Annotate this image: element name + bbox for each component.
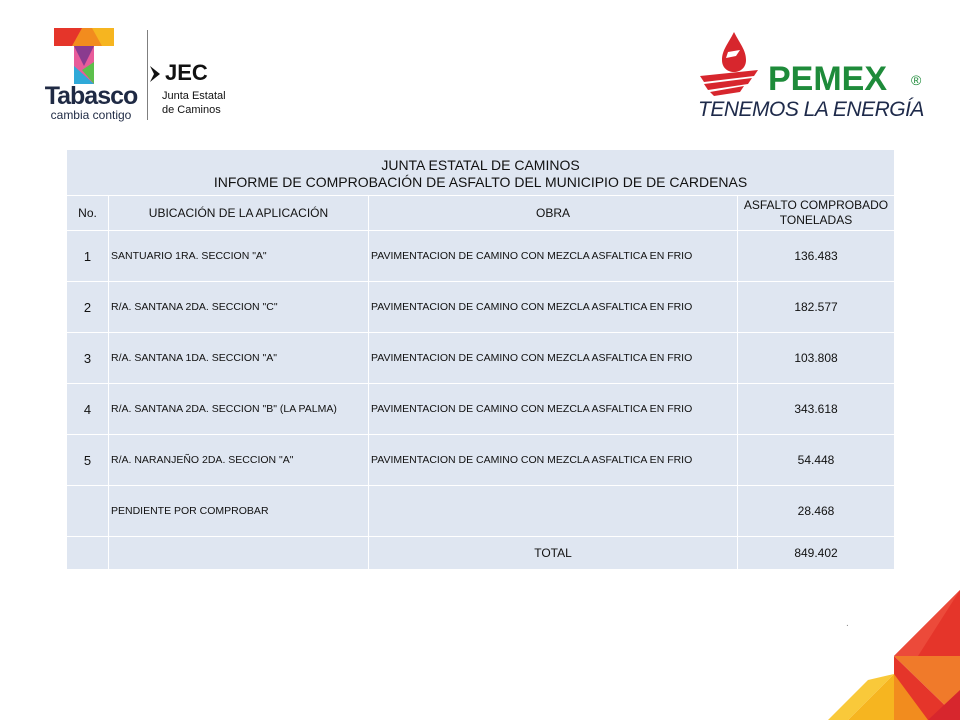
- row-location: R/A. SANTANA 1DA. SECCION "A": [109, 333, 369, 384]
- tabasco-wordmark: Tabasco: [44, 82, 138, 110]
- total-value: 849.402: [738, 537, 895, 570]
- row-no: 3: [67, 333, 109, 384]
- table-row-pending: [67, 486, 895, 537]
- row-work: PAVIMENTACION DE CAMINO CON MEZCLA ASFALTICA EN FRIO: [369, 231, 738, 282]
- row-work: PAVIMENTACION DE CAMINO CON MEZCLA ASFALTICA EN FRIO: [369, 435, 738, 486]
- table-title-line1: JUNTA ESTATAL DE CAMINOS: [381, 156, 580, 173]
- row-work: PAVIMENTACION DE CAMINO CON MEZCLA ASFALTICA EN FRIO: [369, 384, 738, 435]
- total-empty-cell: [109, 537, 369, 570]
- table-total-row: [67, 537, 895, 570]
- header-location: UBICACIÓN DE LA APLICACIÓN: [109, 196, 369, 231]
- footer-dot: .: [846, 618, 849, 629]
- table-row: [67, 231, 895, 282]
- total-empty-cell: [67, 537, 109, 570]
- jec-title: JEC: [165, 60, 208, 85]
- row-work: PAVIMENTACION DE CAMINO CON MEZCLA ASFALTICA EN FRIO: [369, 333, 738, 384]
- jec-logo: [148, 60, 258, 120]
- row-no: [67, 486, 109, 537]
- row-no: 4: [67, 384, 109, 435]
- row-location: SANTUARIO 1RA. SECCION "A": [109, 231, 369, 282]
- row-work: PAVIMENTACION DE CAMINO CON MEZCLA ASFALTICA EN FRIO: [369, 282, 738, 333]
- jec-subtitle: [162, 89, 226, 117]
- tabasco-slogan: cambia contigo: [50, 108, 132, 122]
- row-tons: 136.483: [738, 231, 895, 282]
- header-no: No.: [67, 196, 109, 231]
- row-location: R/A. NARANJEÑO 2DA. SECCION "A": [109, 435, 369, 486]
- row-location: R/A. SANTANA 2DA. SECCION "C": [109, 282, 369, 333]
- header-work: OBRA: [369, 196, 738, 231]
- row-location: PENDIENTE POR COMPROBAR: [109, 486, 369, 537]
- row-work: [369, 486, 738, 537]
- tabasco-logo: [30, 26, 140, 126]
- table-row: [67, 384, 895, 435]
- pemex-eagle-icon: [698, 30, 768, 100]
- total-label: TOTAL: [369, 537, 738, 570]
- jec-chevron-icon: [148, 64, 164, 84]
- pemex-registered-mark: ®: [911, 72, 922, 88]
- table-row: [67, 282, 895, 333]
- asphalt-report-table: [66, 149, 895, 570]
- row-no: 2: [67, 282, 109, 333]
- row-tons: 54.448: [738, 435, 895, 486]
- row-no: 5: [67, 435, 109, 486]
- row-tons: 28.468: [738, 486, 895, 537]
- header-asphalt-line2: TONELADAS: [779, 213, 853, 227]
- row-location: R/A. SANTANA 2DA. SECCION "B" (LA PALMA): [109, 384, 369, 435]
- jec-subtitle-line2: de Caminos: [162, 104, 221, 116]
- jec-subtitle-line1: Junta Estatal: [162, 90, 226, 102]
- row-tons: 343.618: [738, 384, 895, 435]
- table-title-line2: INFORME DE COMPROBACIÓN DE ASFALTO DEL MUNICIPIO DE DE CARDENAS: [213, 173, 748, 190]
- header-asphalt: [738, 196, 895, 231]
- table-row: [67, 333, 895, 384]
- tabasco-t-icon: [52, 26, 116, 84]
- row-no: 1: [67, 231, 109, 282]
- header-asphalt-line1: ASFALTO COMPROBADO: [743, 198, 889, 212]
- pemex-slogan: TENEMOS LA ENERGÍA: [698, 98, 924, 121]
- table-row: [67, 435, 895, 486]
- row-tons: 182.577: [738, 282, 895, 333]
- corner-decoration: [828, 590, 960, 720]
- row-tons: 103.808: [738, 333, 895, 384]
- pemex-logo: [698, 30, 938, 126]
- table-title: [67, 150, 895, 196]
- pemex-wordmark: PEMEX: [768, 60, 888, 98]
